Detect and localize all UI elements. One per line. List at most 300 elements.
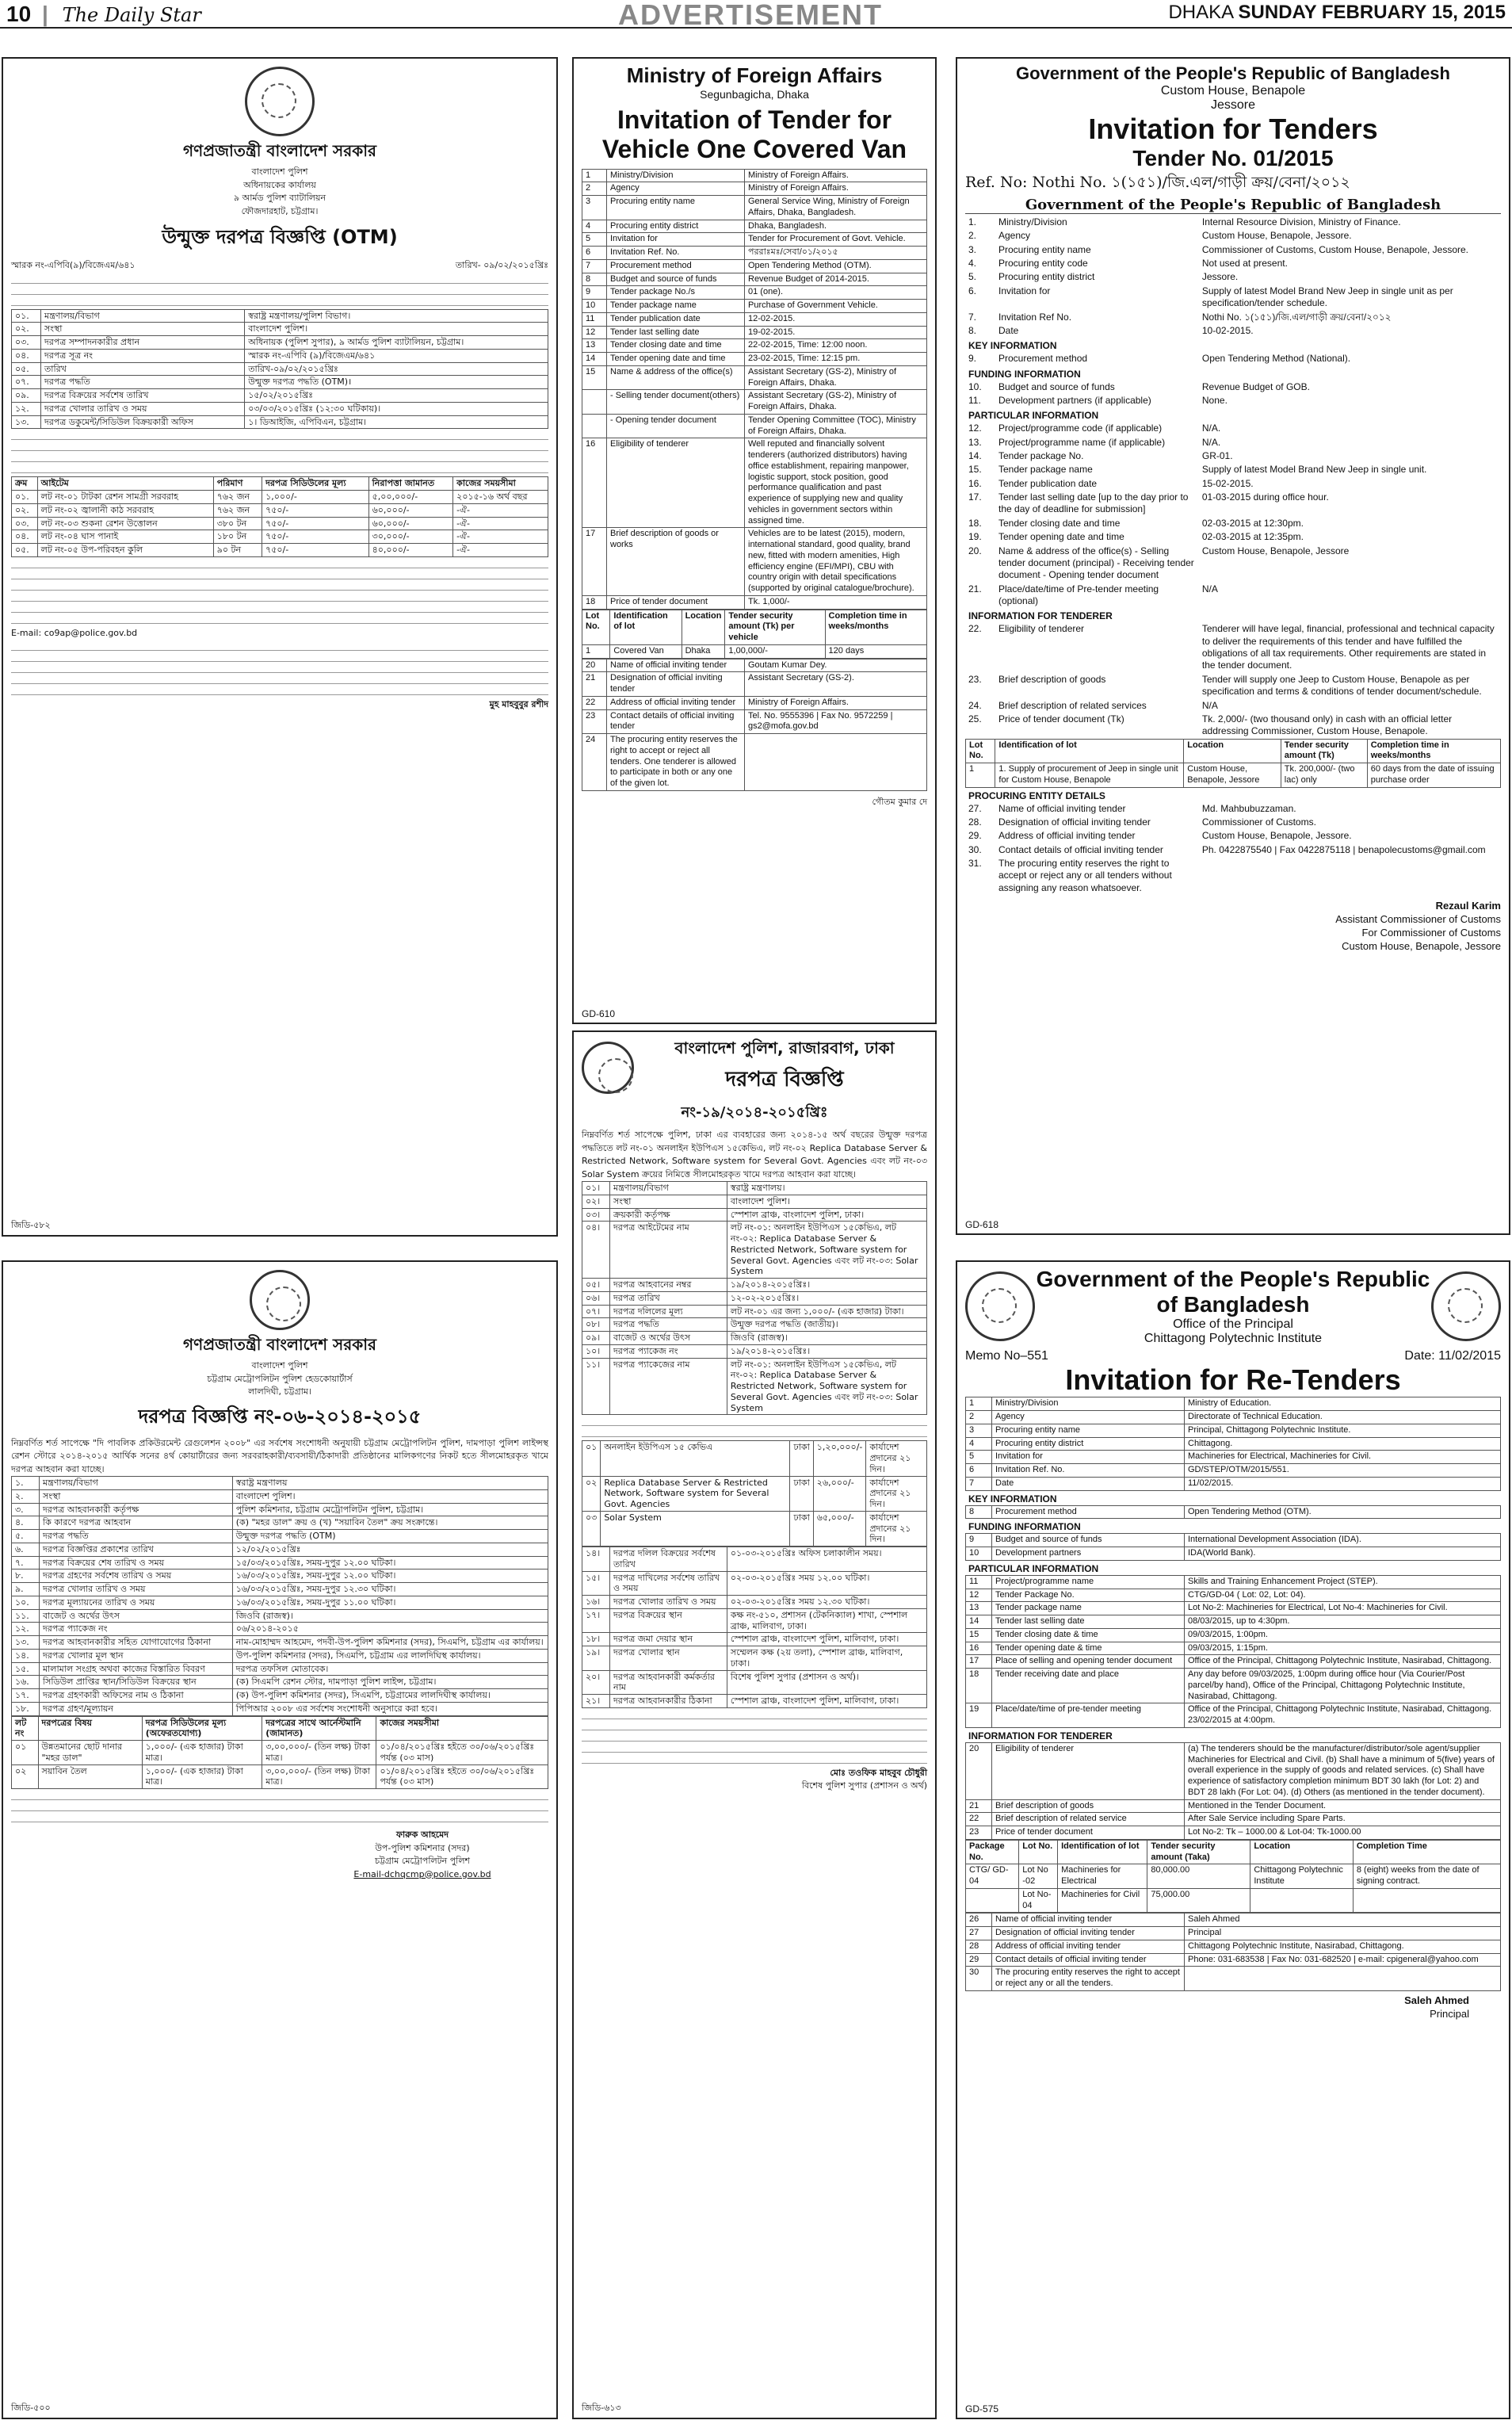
table-row <box>582 300 927 313</box>
ad6-heading: Invitation for Re-Tenders <box>1065 1363 1401 1397</box>
table-cell: 20 <box>966 1742 992 1799</box>
ad3-title1: Government of the People's Republic of Bangladesh <box>1016 63 1450 83</box>
table-cell: ১০. <box>12 1596 40 1609</box>
table-cell: GR-01. <box>1201 450 1233 462</box>
table-cell: Vehicles are to be latest (2015), modern, international standard, good quality, brand new, fitted with modern amenities, High efficiency engine (EFI/MPI), CBU with country origin with detail specifications (supported by original catalogue/brochure). <box>745 528 927 596</box>
ad1-sub2: অধিনায়কের কার্যালয় <box>243 179 316 190</box>
table-row <box>582 1332 927 1345</box>
ad3-footer: GD-618 <box>965 1219 999 1230</box>
table-row <box>582 339 927 353</box>
table-cell: 09/03/2015, 1:00pm. <box>1185 1628 1501 1642</box>
table-cell: Jessore. <box>1201 271 1239 283</box>
table-cell: লট নং-০৩ শুকনা রেশন উত্তোলন <box>37 517 213 530</box>
table-cell: মন্ত্রণালয়/বিভাগ <box>610 1182 727 1195</box>
table-cell: 9 <box>582 286 607 300</box>
ad1-org: গণপ্রজাতন্ত্রী বাংলাদেশ সরকার <box>183 141 376 160</box>
table-cell: স্বরাষ্ট্র মন্ত্রণালয়। <box>727 1182 926 1195</box>
table-cell: Invitation for <box>998 285 1051 296</box>
table-row <box>966 1813 1501 1826</box>
table-cell: Supply of latest Model Brand New Jeep in single unit as per specification/tender schedule. <box>1201 285 1453 309</box>
ad5-signature <box>296 1829 548 1881</box>
table-cell: 75,000.00 <box>1147 1888 1250 1913</box>
table-cell: 120 days <box>825 644 926 658</box>
table-row <box>12 376 548 389</box>
table-cell: N/A <box>1201 699 1218 711</box>
table-row <box>582 1547 927 1572</box>
table-cell: বাংলাদেশ পুলিশ। <box>232 1489 548 1503</box>
table-cell: ১৫। <box>582 1571 610 1596</box>
table-cell: 17. <box>968 491 982 503</box>
table-row <box>582 414 927 438</box>
table-header-cell: Tender security amount (Tk) per vehicle <box>725 610 825 644</box>
table-row <box>965 673 1501 699</box>
table-cell: ঢাকা <box>790 1476 813 1511</box>
table-row <box>582 286 927 300</box>
dateline <box>1168 2 1506 24</box>
table-cell: উন্নতমানের ছোট দানার "মহর ডাল" <box>38 1741 142 1765</box>
table-cell: Brief description of goods <box>998 673 1106 685</box>
table-cell: 7. <box>968 311 977 323</box>
table-cell: লট নং-০৫ উপ-পরিবহন কুলি <box>37 544 213 557</box>
table-cell: ১২/০২/২০১৫খ্রিঃ <box>232 1543 548 1556</box>
table-cell: দরপত্র সূত্র নং <box>41 349 245 362</box>
table-cell: বাংলাদেশ পুলিশ। <box>727 1195 926 1208</box>
table-cell: Procurement method <box>998 353 1088 365</box>
table-row <box>12 402 548 415</box>
table-cell: Address of official inviting tender <box>998 830 1136 842</box>
table-cell: ৭. <box>12 1556 40 1569</box>
table-header-cell: দরপত্রের সাথে আর্নেস্টমানি (জামানত) <box>262 1716 376 1741</box>
table-row <box>965 243 1501 257</box>
table-cell: Office of the Principal, Chittagong Polytechnic Institute, Nasirabad, Chittagong. 23/02/2015 at 4:00pm. <box>1185 1703 1501 1728</box>
page-info: 10 | The Daily Star <box>6 2 201 26</box>
table-cell: 18 <box>966 1669 992 1703</box>
table-cell: Mentioned in the Tender Document. <box>1185 1799 1501 1813</box>
table-cell: 01 (one). <box>745 286 927 300</box>
table-cell: লট নং-০৪ ঘাস পানাই <box>37 530 213 544</box>
table-cell: 19 <box>966 1703 992 1728</box>
table-cell: Assistant Secretary (GS-2). <box>745 672 927 697</box>
table-row <box>965 436 1501 449</box>
table-cell: ০৩/০৩/২০১৫খ্রিঃ (১২:৩০ ঘটিকায়)। <box>245 402 548 415</box>
table-cell: Tel. No. 9555396 | Fax No. 9572259 | gs2@mofa.gov.bd <box>745 709 927 734</box>
table-cell: Place of selling and opening tender document <box>992 1655 1185 1669</box>
table-row <box>965 477 1501 491</box>
ad3-entity-info: PROCURING ENTITY DETAILS <box>968 790 1105 801</box>
table-cell: ১৬. <box>12 1676 40 1689</box>
table-cell: 6 <box>582 247 607 260</box>
table-cell: Invitation for <box>992 1451 1185 1464</box>
table-row <box>582 1279 927 1292</box>
table-cell: Internal Resource Division, Ministry of Finance. <box>1201 216 1401 227</box>
table-row <box>582 326 927 339</box>
table-cell: দরপত্র আহবানকারী কর্তৃপক্ষ <box>40 1503 233 1516</box>
table-cell: (ক) "মহর ডাল" ক্রয় ও (খ) "সয়াবিন তৈল" ক্রয় সংক্রান্তে। <box>232 1516 548 1530</box>
ad1-email[interactable]: E-mail: co9ap@police.gov.bd <box>11 627 138 638</box>
table-cell: Designation of official inviting tender <box>992 1927 1185 1940</box>
ad2-heading: Invitation of Tender for Vehicle One Covered Van <box>601 105 907 163</box>
table-cell: ১১। <box>582 1358 610 1415</box>
table-cell: ০১-০৩-২০১৫খ্রিঃ অফিস চলাকালীন সময়। <box>727 1547 926 1572</box>
table-cell: স্পেশাল ব্রাঞ্চ, বাংলাদেশ পুলিশ, মালিবাগ, ঢাকা। <box>727 1633 926 1646</box>
table-row <box>582 1195 927 1208</box>
table-cell: The procuring entity reserves the right to accept or reject any or all the tenders. <box>992 1967 1185 1991</box>
ad3-tenderer-info: INFORMATION FOR TENDERER <box>968 610 1113 622</box>
table-cell: 29 <box>966 1953 992 1967</box>
table-cell: Tender last selling date [up to the day prior to the day of deadline for submission] <box>998 491 1189 515</box>
table-header-cell: Identification of lot <box>1058 1840 1147 1864</box>
table-row <box>966 1437 1501 1451</box>
table-cell: Dhaka <box>682 644 725 658</box>
table-row <box>966 1826 1501 1840</box>
table-row <box>12 503 548 517</box>
table-cell: ১৫/০৩/২০১৫খ্রিঃ, সময়-দুপুর ১২.০০ ঘটিকা। <box>232 1556 548 1569</box>
table-cell: Ministry/Division <box>998 216 1067 227</box>
table-cell: 22-02-2015, Time: 12:00 noon. <box>745 339 927 353</box>
table-cell: Principal <box>1185 1927 1501 1940</box>
table-header-cell: Completion time in weeks/months <box>825 610 926 644</box>
table-row <box>582 1441 927 1476</box>
table-cell: 18 <box>582 595 607 609</box>
table-cell: ০৭. <box>12 376 41 389</box>
table-cell: Development partners (if applicable) <box>998 394 1151 406</box>
table-cell: 12-02-2015. <box>745 312 927 326</box>
table-row <box>966 1953 1501 1967</box>
table-header-cell: Location <box>1184 739 1281 763</box>
table-cell: ১২. <box>12 1623 40 1636</box>
table-cell: দরপত্র খোলার তারিখ ও সময় <box>40 1583 233 1596</box>
table-cell: দরপত্র প্যাকেজ নং <box>610 1344 727 1358</box>
table-row <box>965 816 1501 829</box>
ad5-signer3: চট্টগ্রাম মেট্রোপলিটন পুলিশ <box>374 1856 471 1866</box>
section-title: ADVERTISEMENT <box>618 0 884 31</box>
ad6-particular-info: PARTICULAR INFORMATION <box>968 1562 1099 1574</box>
table-cell: ১৮. <box>12 1702 40 1715</box>
table-row <box>965 583 1501 609</box>
table-header-cell: পরিমাণ <box>213 477 262 491</box>
table-cell: Agency <box>607 182 745 196</box>
ad5-email[interactable]: E-mail-dchqcmp@police.gov.bd <box>353 1868 491 1879</box>
table-row <box>965 857 1501 895</box>
table-cell: 3 <box>582 196 607 220</box>
table-row <box>965 699 1501 713</box>
table-cell: দরপত্র পদ্ধতি <box>41 376 245 389</box>
table-cell: Lot No-04 <box>1019 1888 1058 1913</box>
table-cell: Tenderer will have legal, financial, professional and technical capacity to deliver the requirements of this tender and have fulfilled the obligations of all tax requirements. Other requirements are stated in the tender document. <box>1201 623 1495 671</box>
table-cell: Goutam Kumar Dey. <box>745 659 927 672</box>
ad3-funding-info: FUNDING INFORMATION <box>968 368 1081 380</box>
table-cell: দরপত্র গ্রহণ/মূল্যায়ন <box>40 1702 233 1715</box>
table-cell: 22. <box>968 623 982 635</box>
table-row <box>966 1669 1501 1703</box>
table-cell: Lot No-2: Tk – 1000.00 & Lot-04: Tk-1000.00 <box>1185 1826 1501 1840</box>
table-cell: Tender package name <box>607 300 745 313</box>
ad5-sub1: বাংলাদেশ পুলিশ <box>251 1360 308 1371</box>
table-cell: 16 <box>582 438 607 528</box>
table-row <box>12 1689 548 1703</box>
table-cell: কার্যাদেশ প্রদানের ২১ দিন। <box>866 1511 927 1546</box>
table-cell: দরপত্র প্যাকেজের নাম <box>610 1358 727 1415</box>
table-cell: 16. <box>968 477 982 489</box>
table-row <box>582 1358 927 1415</box>
table-cell: ক্রয়কারী কর্তৃপক্ষ <box>610 1208 727 1222</box>
table-cell: 19. <box>968 531 982 543</box>
table-cell: Revenue Budget of GOB. <box>1201 380 1310 392</box>
table-cell: ০৫. <box>12 362 41 376</box>
table-row <box>966 1589 1501 1602</box>
ad3-sign-line2: For Commissioner of Customs <box>1361 926 1501 939</box>
table-cell: ০৬/২০১৪-২০১৫ <box>232 1623 548 1636</box>
table-row <box>966 1411 1501 1424</box>
table-row <box>582 595 927 609</box>
table-cell: ৬৫,০০০/- <box>813 1511 866 1546</box>
table-cell: 10 <box>966 1547 992 1561</box>
table-cell: ৮. <box>12 1569 40 1583</box>
table-cell: 22 <box>966 1813 992 1826</box>
table-cell: ৭৬২ জন <box>213 491 262 504</box>
table-cell: 9 <box>966 1534 992 1547</box>
table-row <box>966 1888 1501 1913</box>
table-cell: 27 <box>966 1927 992 1940</box>
table-cell: ১৫/০২/২০১৫খ্রিঃ <box>245 389 548 403</box>
table-cell: Tk. 200,000/- (two lac) only <box>1281 763 1367 788</box>
table-cell: ৬০,০০০/- <box>368 517 453 530</box>
table-cell: Brief description of related services <box>998 699 1147 711</box>
table-cell: Place/date/time of pre-tender meeting <box>992 1703 1185 1728</box>
table-cell: ঢাকা <box>790 1441 813 1476</box>
table-row <box>12 389 548 403</box>
ad1-signer: মুহ মাহবুবুর রশীদ <box>489 699 548 710</box>
table-cell: GD/STEP/OTM/2015/551. <box>1185 1464 1501 1478</box>
table-row <box>965 545 1501 583</box>
ad3-title2: Custom House, Benapole <box>1160 84 1306 97</box>
table-row <box>966 1628 1501 1642</box>
ad3-sign-line3: Custom House, Benapole, Jessore <box>1342 939 1501 952</box>
table-cell: Procuring entity name <box>998 243 1091 255</box>
table-cell: 31. <box>968 858 982 870</box>
table-cell: 1 <box>966 763 995 788</box>
table-cell: বাংলাদেশ পুলিশ। <box>245 323 548 336</box>
table-cell: দরপত্র বিজ্ঞপ্তির প্রকাশের তারিখ <box>40 1543 233 1556</box>
table-cell: 6. <box>968 285 977 296</box>
table-cell: ৩৮০ টন <box>213 517 262 530</box>
table-cell: Replica Database Server & Restricted Network, Software system for Several Govt. Agencies <box>601 1476 790 1511</box>
ad2-table <box>582 169 927 610</box>
table-cell: দরপত্র গ্রহণের সর্বশেষ তারিখ ও সময় <box>40 1569 233 1583</box>
table-row <box>582 247 927 260</box>
table-cell: CTG/GD-04 ( Lot: 02, Lot: 04). <box>1185 1589 1501 1602</box>
table-cell: দরপত্র পদ্ধতি <box>610 1318 727 1332</box>
ad5-sub3: লালদিঘী, চট্টগ্রাম। <box>248 1386 311 1397</box>
table-cell: ১৯/২০১৪-২০১৫খ্রিঃ। <box>727 1279 926 1292</box>
table-cell: দরপত্র তফসিল মোতাবেক। <box>232 1662 548 1676</box>
table-cell: 5 <box>582 233 607 247</box>
ad3-funding-table <box>965 380 1501 408</box>
ad5-title: দরপত্র বিজ্ঞপ্তি নং-০৬-২০১৪-২০১৫ <box>138 1405 422 1428</box>
table-cell: 30 <box>966 1967 992 1991</box>
table-header-cell: Tender security amount (Taka) <box>1147 1840 1250 1864</box>
table-cell: ৩,০০,০০০/- (তিন লক্ষ) টাকা মাত্র। <box>262 1764 376 1789</box>
table-cell: Tender package name <box>992 1602 1185 1615</box>
table-cell: কক্ষ নং-৫১০, প্রশাসন (টেকনিক্যাল) শাখা, স্পেশাল ব্রাঞ্চ, মালিবাগ, ঢাকা। <box>727 1608 926 1633</box>
table-cell: ২০১৫-১৬ অর্থ বছর <box>453 491 548 504</box>
table-cell: ১৯। <box>582 1646 610 1671</box>
table-cell: 1 <box>582 644 610 658</box>
table-cell: ১. <box>12 1477 40 1490</box>
table-cell: 13 <box>966 1602 992 1615</box>
table-cell: General Service Wing, Ministry of Foreign Affairs, Dhaka, Bangladesh. <box>745 196 927 220</box>
table-cell: লট নং-০১ এর জন্য ১,০০০/- (এক হাজার) টাকা। <box>727 1305 926 1318</box>
table-cell: ০১. <box>12 491 38 504</box>
dateline-date: SUNDAY FEBRUARY 15, 2015 <box>1238 2 1506 23</box>
table-cell: Open Tendering Method (OTM). <box>745 259 927 273</box>
table-cell: 12 <box>966 1589 992 1602</box>
table-row <box>965 352 1501 365</box>
table-cell: 80,000.00 <box>1147 1864 1250 1889</box>
table-cell: Custom House, Benapole, Jessore. <box>1201 830 1352 842</box>
table-cell: স্পেশাল ব্রাঞ্চ, বাংলাদেশ পুলিশ, মালিবাগ, ঢাকা। <box>727 1695 926 1708</box>
table-cell: Chittagong Polytechnic Institute, Nasirabad, Chittagong. <box>1185 1940 1501 1953</box>
table-cell: ০৮। <box>582 1318 610 1332</box>
paper-name: The Daily Star <box>62 4 201 26</box>
table-cell: Procuring entity district <box>992 1437 1185 1451</box>
table-cell: Tender publication date <box>607 312 745 326</box>
table-row <box>12 491 548 504</box>
table-cell: Tender receiving date and place <box>992 1669 1185 1703</box>
table-header-cell: দরপত্র সিডিউলের মূল্য (অফেরতযোগ্য) <box>142 1716 262 1741</box>
table-cell: 11. <box>968 394 981 406</box>
table-cell: 28. <box>968 816 982 828</box>
table-cell: স্বরাষ্ট্র মন্ত্রণালয় <box>232 1477 548 1490</box>
table-cell: ১৫. <box>12 1662 40 1676</box>
table-cell: 26 <box>966 1914 992 1927</box>
table-cell: 28 <box>966 1940 992 1953</box>
ad5-signer2: উপ-পুলিশ কমিশনার (সদর) <box>375 1842 470 1853</box>
table-header-cell: Completion Time <box>1353 1840 1500 1864</box>
table-cell: ০৩. <box>12 517 38 530</box>
table-cell: পুলিশ কমিশনার, চট্টগ্রাম মেট্রোপলিটন পুলিশ, চট্টগ্রাম। <box>232 1503 548 1516</box>
table-cell: 09/03/2015, 1:15pm. <box>1185 1642 1501 1655</box>
table-row <box>965 622 1501 672</box>
table-cell: দরপত্র বিক্রয়ের শেষ তারিখ ও সময় <box>40 1556 233 1569</box>
ad5-intro: নিম্নবর্ণিত শর্ত সাপেক্ষে "দি পাবলিক প্রকিউরমেন্ট রেগুলেশন ২০০৮" এর সর্বশেষ সংশোধনী অনুযায়ী চট্টগ্রাম মেট্রোপলিটন পুলিশ, দামপাড়া পুলিশ লাইন্সস্থ রেশন স্টোরে ২০১৪-২০১৫ আর্থিক সনের ৪র্থ কোয়ার্টারের জন্য সরবরাহকারী/ব্যবসায়ী/ঠিকাদারী প্রতিষ্ঠানের মালিকগণের নিকট হতে সীলমোহরকৃত খামে দরপত্র আহবান করা যাচ্ছে। <box>11 1437 548 1474</box>
table-row <box>582 644 927 658</box>
table-cell: ০৬। <box>582 1291 610 1305</box>
table-header-cell: Package No. <box>966 1840 1019 1864</box>
ad1-items-table <box>11 476 548 557</box>
table-row <box>12 1623 548 1636</box>
ad3-tender-no: Tender No. 01/2015 <box>1132 146 1334 170</box>
table-cell: ১৪। <box>582 1547 610 1572</box>
table-row <box>966 1451 1501 1464</box>
table-cell: Invitation for <box>607 233 745 247</box>
table-cell: দরপত্র মূল্যায়নের তারিখ ও সময় <box>40 1596 233 1609</box>
table-row <box>965 216 1501 229</box>
table-cell: N/A <box>1201 583 1218 595</box>
table-row <box>582 353 927 366</box>
table-cell: স্বরাষ্ট্র মন্ত্রণালয়/পুলিশ বিভাগ। <box>245 309 548 323</box>
ad3-title3: Jessore <box>1210 98 1256 112</box>
table-header-cell: Tender security amount (Tk) <box>1281 739 1367 763</box>
table-cell: Machineries for Civil <box>1058 1888 1147 1913</box>
table-row <box>966 763 1501 788</box>
ad-custom-house <box>956 57 1510 1235</box>
ad4-table <box>582 1181 927 1415</box>
table-row <box>582 312 927 326</box>
table-cell: 4. <box>968 258 977 270</box>
table-cell: Tender closing date and time <box>607 339 745 353</box>
table-cell: Any day before 09/03/2025, 1:00pm during office hour (Via Courier/Post parcel/by hand), Office of the Principal, Chittagong Polytechnic Institute, Nasirabad, Chittagong. <box>1185 1669 1501 1703</box>
table-cell: লট নং-০১: অনলাইন ইউপিএস ১৫কেভিএ, লট নং-০২: Replica Database Server & Restricted Network, Software system for Several Govt. Agencies এবং লট নং-০৩: Solar System <box>727 1358 926 1415</box>
table-header-cell: Lot No. <box>966 739 995 763</box>
table-cell: Eligibility of tenderer <box>992 1742 1185 1799</box>
table-cell: Tender closing date & time <box>992 1628 1185 1642</box>
table-cell: Chittagong Polytechnic Institute <box>1250 1864 1354 1889</box>
table-row <box>582 1182 927 1195</box>
table-cell: 8 (eight) weeks from the date of signing contract. <box>1353 1864 1500 1889</box>
table-row <box>12 1543 548 1556</box>
table-cell: Agency <box>998 230 1031 242</box>
table-row <box>966 1505 1501 1519</box>
bangladesh-emblem-icon-3 <box>965 1271 1035 1341</box>
table-cell: ১৬/০৩/২০১৫খ্রিঃ, সময়-দুপুর ১২.৩০ ঘটিকা। <box>232 1583 548 1596</box>
table-cell: উন্মুক্ত দরপত্র পদ্ধতি (জাতীয়)। <box>727 1318 926 1332</box>
table-header-cell: Identification of lot <box>995 739 1184 763</box>
ad1-title: উন্মুক্ত দরপত্র বিজ্ঞপ্তি (OTM) <box>162 226 398 248</box>
ad1-table <box>11 309 548 430</box>
table-cell: অধিনায়ক (পুলিশ সুপার), ৯ আর্মড পুলিশ ব্যাটালিয়ন, চট্টগ্রাম। <box>245 336 548 350</box>
table-cell: Saleh Ahmed <box>1185 1914 1501 1927</box>
ad3-ref: Ref. No: Nothi No. ১(১৫১)/জি.এল/গাড়ী ক্রয়/বেনা/২০১২ <box>965 174 1350 191</box>
table-row <box>965 517 1501 530</box>
table-row <box>12 1583 548 1596</box>
table-cell: লট নং-০১: অনলাইন ইউপিএস ১৫কেভিএ, লট নং-০২: Replica Database Server & Restricted Network, Software system for Several Govt. Agencies এবং লট নং-০৩: Solar System <box>727 1222 926 1279</box>
table-cell: ০২. <box>12 503 38 517</box>
table-cell: CTG/ GD-04 <box>966 1864 1019 1889</box>
table-cell: 8 <box>582 273 607 286</box>
table-cell: Date <box>998 324 1019 336</box>
table-cell: দরপত্র বিক্রয়ের স্থান <box>610 1608 727 1633</box>
table-cell: 12 <box>582 326 607 339</box>
institute-logo-icon <box>1431 1271 1501 1341</box>
ad6-key-info: KEY INFORMATION <box>968 1493 1057 1504</box>
table-cell: 13. <box>968 436 982 448</box>
table-cell: ৯০ টন <box>213 544 262 557</box>
table-cell: Name & address of the office(s) <box>607 365 745 390</box>
table-cell: ৭৫০/- <box>262 517 369 530</box>
table-cell: ১৩. <box>12 1636 40 1650</box>
table-cell: ২০। <box>582 1670 610 1695</box>
table-cell: 18. <box>968 517 982 529</box>
table-cell <box>745 734 927 791</box>
table-row <box>12 1649 548 1662</box>
table-row <box>12 1676 548 1689</box>
table-row <box>965 285 1501 311</box>
table-cell: Address of official inviting tender <box>992 1940 1185 1953</box>
table-cell: ০২ <box>12 1764 39 1789</box>
table-cell: 2 <box>582 182 607 196</box>
table-cell: দরপত্র বিক্রয়ের সর্বশেষ তারিখ <box>41 389 245 403</box>
ad2-footer: GD-610 <box>582 1008 616 1019</box>
table-cell: সয়াবিন তৈল <box>38 1764 142 1789</box>
table-cell: Agency <box>992 1411 1185 1424</box>
table-header-cell: লট নং <box>12 1716 39 1741</box>
ad3-signature <box>965 900 1501 954</box>
table-cell: সম্মেলন কক্ষ (২য় তলা), স্পেশাল ব্রাঞ্চ, মালিবাগ, ঢাকা। <box>727 1646 926 1671</box>
table-cell: Tender package No./s <box>607 286 745 300</box>
ad5-table <box>11 1476 548 1716</box>
ad-police-rajarbagh <box>572 1030 937 2419</box>
